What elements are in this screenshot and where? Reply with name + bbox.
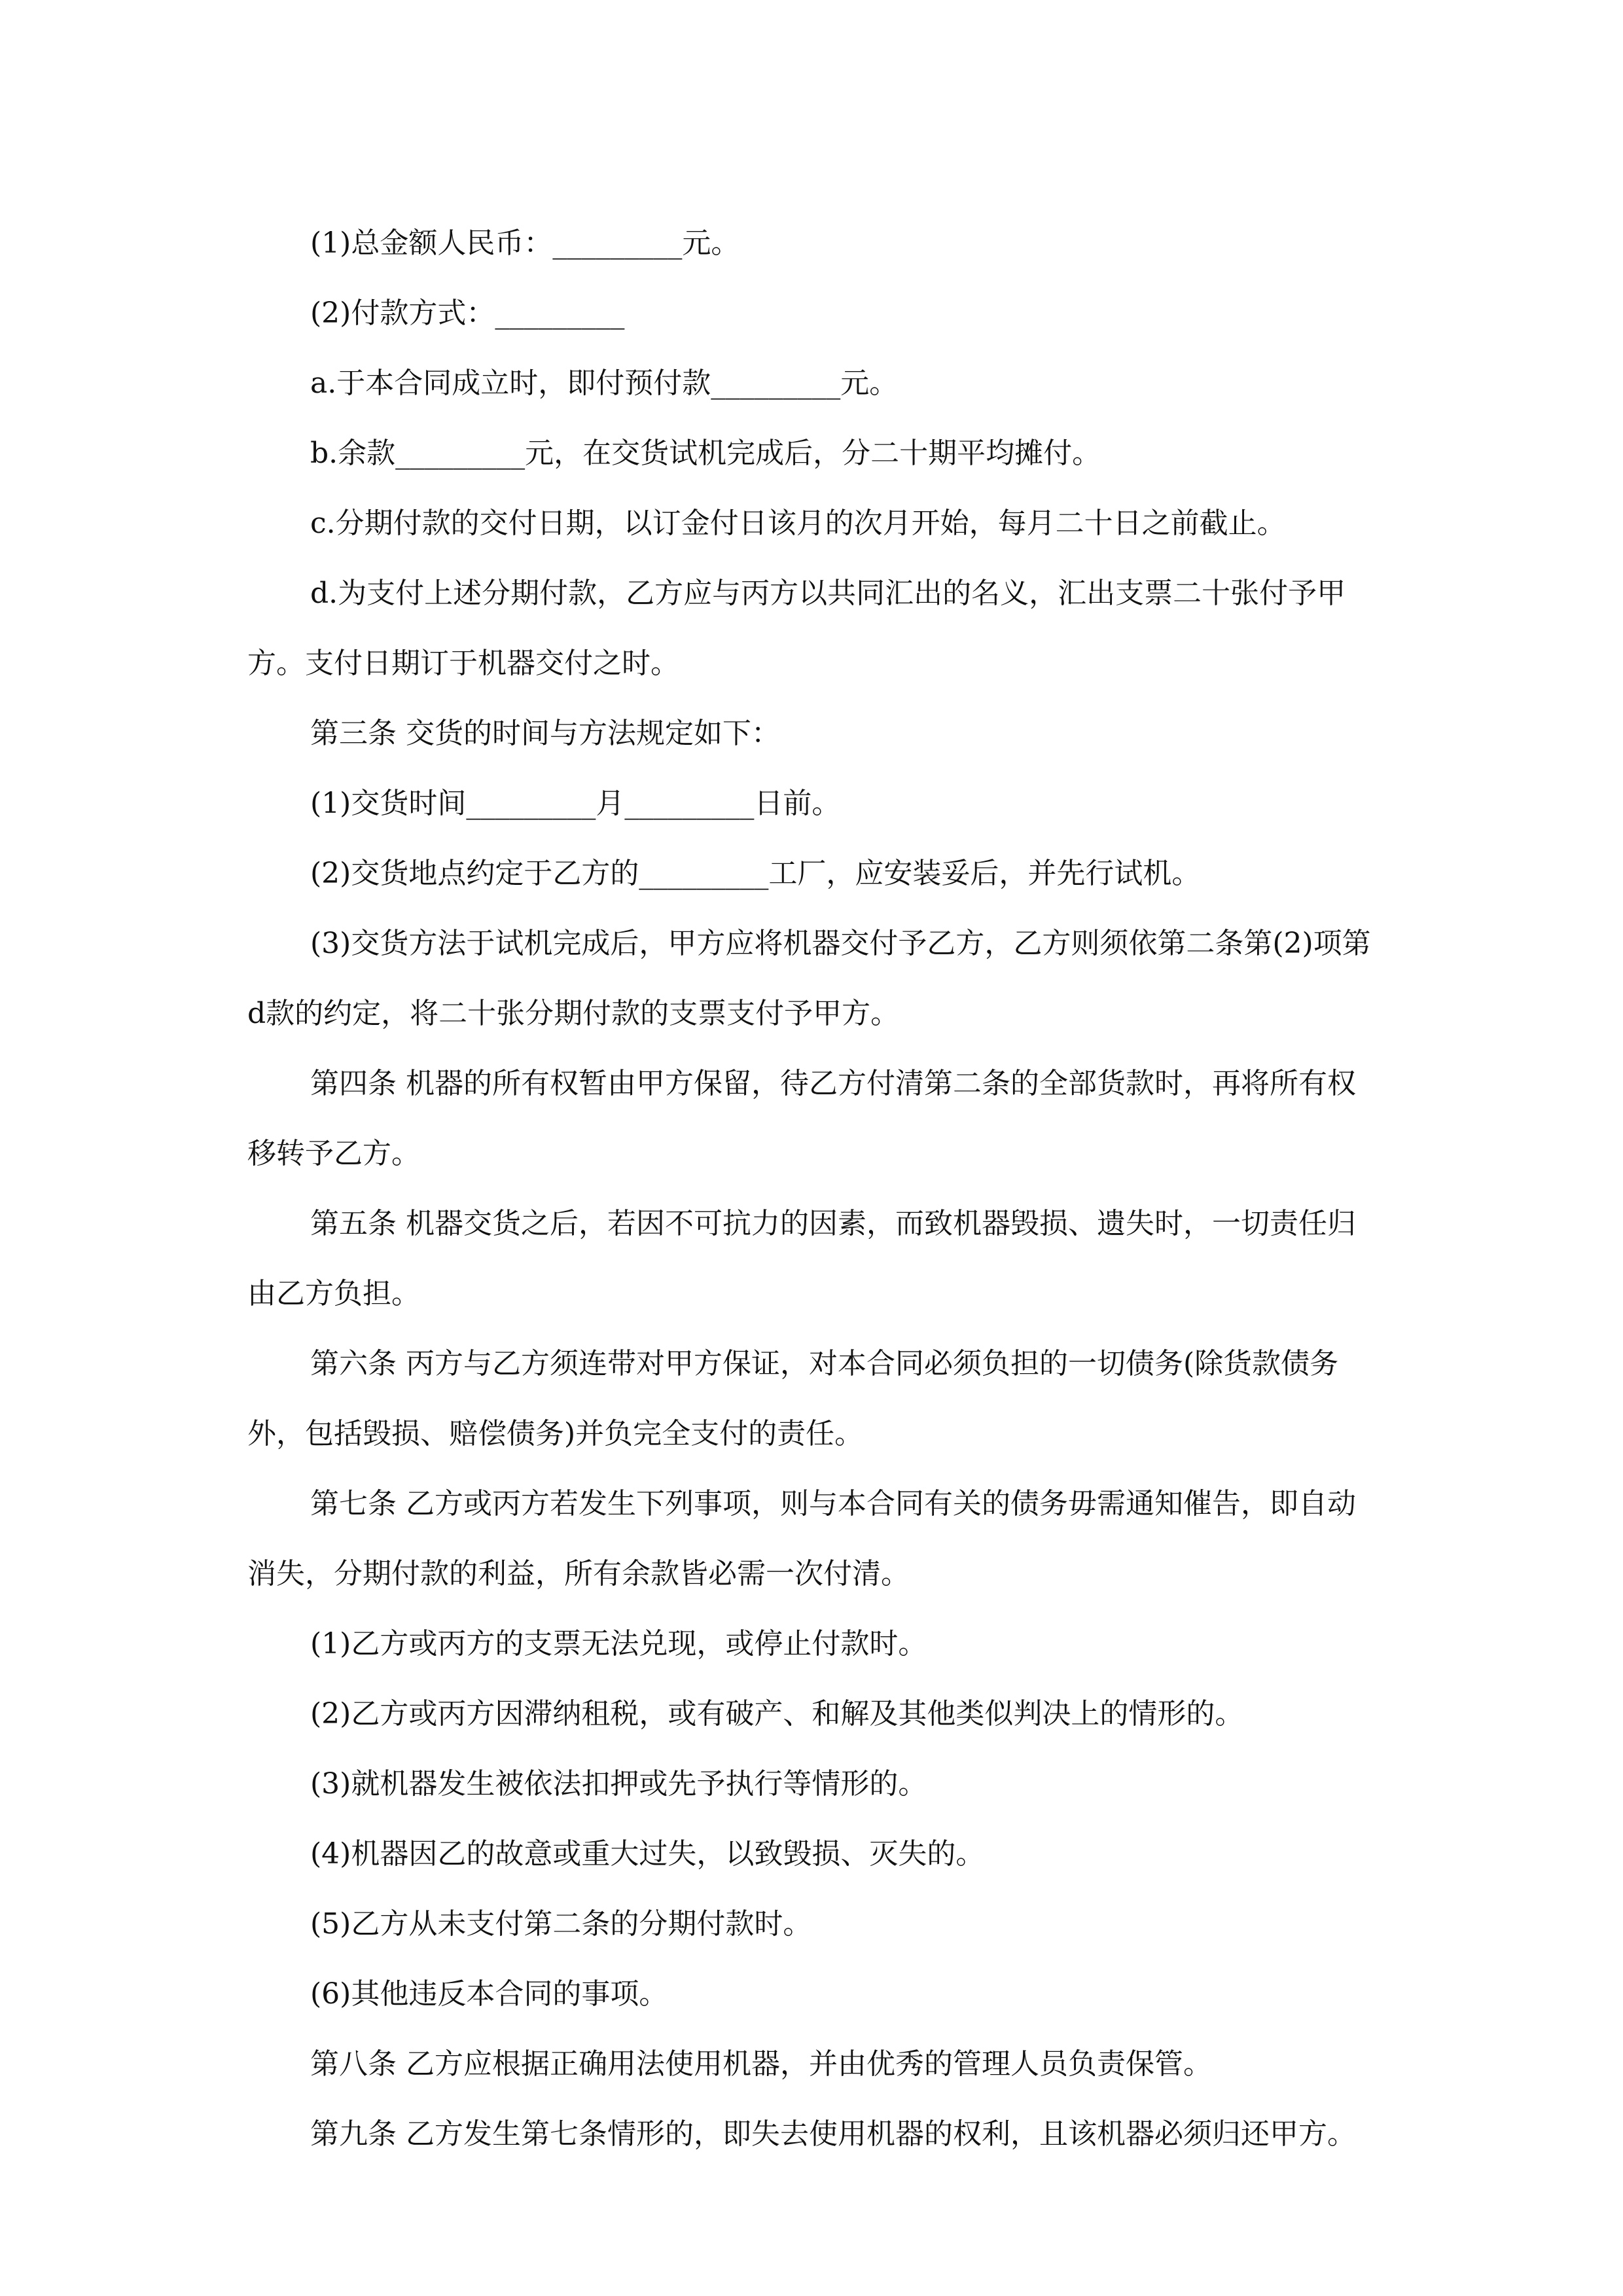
article-7-item-2: (2)乙方或丙方因滞纳租税，或有破产、和解及其他类似判决上的情形的。 xyxy=(310,1697,1244,1731)
article-4: 第四条 机器的所有权暂由甲方保留，待乙方付清第二条的全部货款时，再将所有权移转予乙方。 xyxy=(247,1067,1356,1170)
article-7-item-5: (5)乙方从未支付第二条的分期付款时。 xyxy=(310,1907,812,1941)
paragraph-total-amount: (1)总金额人民币：_________元。 xyxy=(310,226,740,260)
paragraph-delivery-method: (3)交货方法于试机完成后，甲方应将机器交付予乙方，乙方则须依第二条第(2)项第d款的约定，将二十张分期付款的支票支付予甲方。 xyxy=(247,927,1371,1030)
paragraph-delivery-time: (1)交货时间_________月_________日前。 xyxy=(310,787,841,820)
article-7-item-6: (6)其他违反本合同的事项。 xyxy=(310,1977,668,2011)
article-3-heading: 第三条 交货的时间与方法规定如下： xyxy=(310,717,780,750)
article-7-item-3: (3)就机器发生被依法扣押或先予执行等情形的。 xyxy=(310,1767,927,1801)
article-5: 第五条 机器交货之后，若因不可抗力的因素，而致机器毁损、遗失时，一切责任归由乙方负担。 xyxy=(247,1207,1356,1310)
article-6: 第六条 丙方与乙方须连带对甲方保证，对本合同必须负担的一切债务(除货款债务外，包括毁损、赔偿债务)并负完全支付的责任。 xyxy=(247,1347,1339,1450)
article-7: 第七条 乙方或丙方若发生下列事项，则与本合同有关的债务毋需通知催告，即自动消失，分期付款的利益，所有余款皆必需一次付清。 xyxy=(247,1487,1356,1590)
paragraph-cheques: d.为支付上述分期付款，乙方应与丙方以共同汇出的名义，汇出支票二十张付予甲方。支付日期订于机器交付之时。 xyxy=(247,577,1346,680)
contract-text xyxy=(247,208,1377,2169)
paragraph-balance: b.余款_________元，在交货试机完成后，分二十期平均摊付。 xyxy=(310,437,1101,470)
article-7-item-1: (1)乙方或丙方的支票无法兑现，或停止付款时。 xyxy=(310,1627,927,1660)
paragraph-delivery-place: (2)交货地点约定于乙方的_________工厂，应安装妥后，并先行试机。 xyxy=(310,857,1201,890)
article-8: 第八条 乙方应根据正确用法使用机器，并由优秀的管理人员负责保管。 xyxy=(310,2047,1212,2081)
paragraph-prepayment: a.于本合同成立时，即付预付款_________元。 xyxy=(310,367,899,400)
article-9: 第九条 乙方发生第七条情形的，即失去使用机器的权利，且该机器必须归还甲方。 xyxy=(310,2117,1356,2151)
article-7-item-4: (4)机器因乙的故意或重大过失，以致毁损、灭失的。 xyxy=(310,1837,985,1871)
paragraph-payment-method: (2)付款方式：_________ xyxy=(310,296,625,330)
paragraph-installment-date: c.分期付款的交付日期，以订金付日该月的次月开始，每月二十日之前截止。 xyxy=(310,507,1286,540)
